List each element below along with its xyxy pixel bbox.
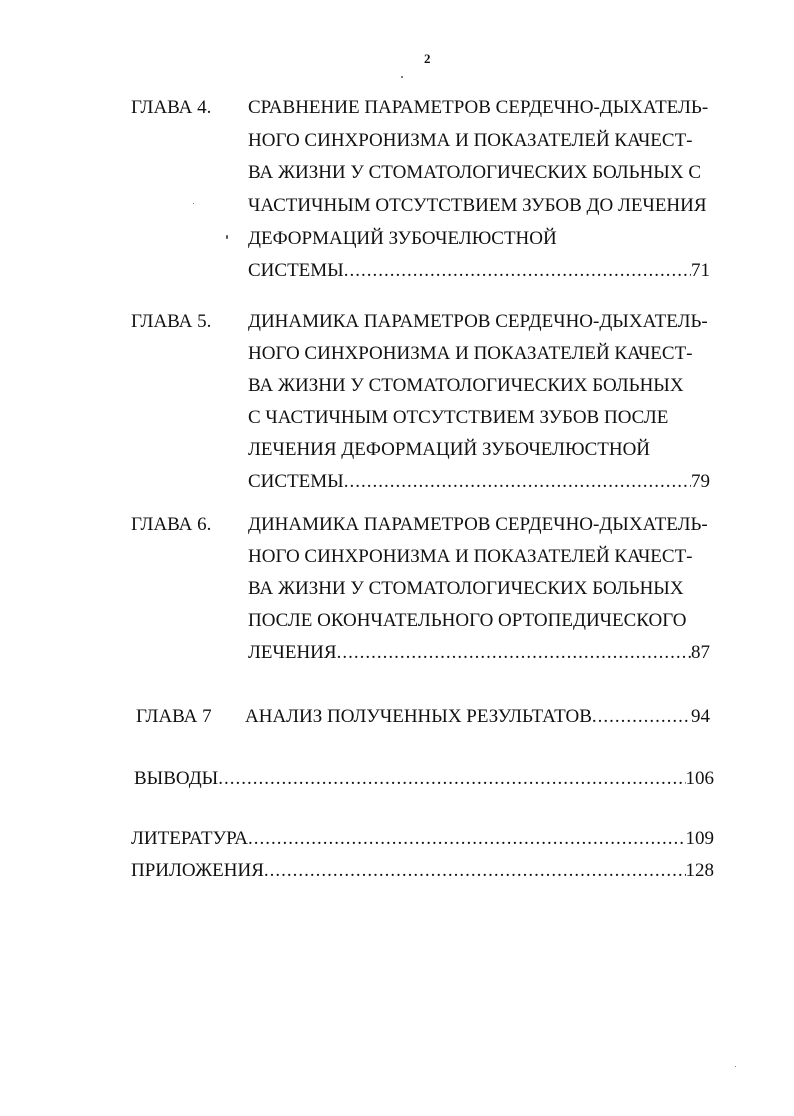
section-title: ЛИТЕРАТУРА bbox=[131, 828, 248, 849]
chapter-title-line: ЛЕЧЕНИЯ ДЕФОРМАЦИЙ ЗУБОЧЕЛЮСТНОЙ bbox=[248, 439, 651, 460]
page-ref: 128 bbox=[685, 860, 714, 881]
scan-speck bbox=[226, 235, 228, 239]
page-ref: 109 bbox=[685, 828, 714, 849]
page-ref: 94 bbox=[691, 706, 710, 727]
chapter-title-line: НОГО СИНХРОНИЗМА И ПОКАЗАТЕЛЕЙ КАЧЕСТ- bbox=[248, 130, 693, 151]
page-ref: 87 bbox=[691, 642, 710, 663]
chapter-title-line: НОГО СИНХРОНИЗМА И ПОКАЗАТЕЛЕЙ КАЧЕСТ- bbox=[248, 546, 693, 567]
section-title: ВЫВОДЫ bbox=[134, 768, 219, 789]
dot-leader bbox=[344, 260, 691, 282]
section-title: ПРИЛОЖЕНИЯ bbox=[131, 860, 264, 881]
chapter-title: АНАЛИЗ ПОЛУЧЕННЫХ РЕЗУЛЬТАТОВ bbox=[245, 706, 592, 727]
chapter-label: ГЛАВА 6. bbox=[131, 514, 212, 535]
page-ref: 79 bbox=[691, 471, 710, 492]
page-ref: 106 bbox=[685, 768, 714, 789]
toc-entry-leader bbox=[248, 471, 710, 493]
toc-entry-leader bbox=[245, 706, 710, 728]
toc-entry-leader bbox=[248, 642, 710, 664]
chapter-title-line: ДЕФОРМАЦИЙ ЗУБОЧЕЛЮСТНОЙ bbox=[248, 228, 557, 249]
chapter-title-line: ВА ЖИЗНИ У СТОМАТОЛОГИЧЕСКИХ БОЛЬНЫХ bbox=[248, 578, 684, 599]
chapter-title-line: ВА ЖИЗНИ У СТОМАТОЛОГИЧЕСКИХ БОЛЬНЫХ bbox=[248, 375, 684, 396]
toc-entry-leader bbox=[248, 260, 710, 282]
chapter-label: ГЛАВА 5. bbox=[131, 311, 212, 332]
chapter-title-line: НОГО СИНХРОНИЗМА И ПОКАЗАТЕЛЕЙ КАЧЕСТ- bbox=[248, 343, 693, 364]
dot-leader bbox=[337, 642, 691, 664]
chapter-title-line: ЧАСТИЧНЫМ ОТСУТСТВИЕМ ЗУБОВ ДО ЛЕЧЕНИЯ bbox=[248, 195, 707, 216]
chapter-title-last: ЛЕЧЕНИЯ bbox=[248, 642, 337, 663]
chapter-title-line: ДИНАМИКА ПАРАМЕТРОВ СЕРДЕЧНО-ДЫХАТЕЛЬ- bbox=[248, 514, 708, 535]
dot-leader bbox=[344, 471, 691, 493]
scan-speck bbox=[735, 1066, 736, 1067]
chapter-title-line: С ЧАСТИЧНЫМ ОТСУТСТВИЕМ ЗУБОВ ПОСЛЕ bbox=[248, 407, 669, 428]
page-number: 2 bbox=[424, 51, 431, 66]
chapter-title-line: СРАВНЕНИЕ ПАРАМЕТРОВ СЕРДЕЧНО-ДЫХАТЕЛЬ- bbox=[248, 97, 709, 118]
chapter-title-line: ПОСЛЕ ОКОНЧАТЕЛЬНОГО ОРТОПЕДИЧЕСКОГО bbox=[248, 610, 687, 631]
chapter-title-last: СИСТЕМЫ bbox=[248, 471, 344, 492]
scan-speck bbox=[193, 203, 194, 204]
chapter-title-line: ВА ЖИЗНИ У СТОМАТОЛОГИЧЕСКИХ БОЛЬНЫХ С bbox=[248, 162, 702, 183]
chapter-title-line: ДИНАМИКА ПАРАМЕТРОВ СЕРДЕЧНО-ДЫХАТЕЛЬ- bbox=[248, 311, 708, 332]
chapter-label: ГЛАВА 4. bbox=[131, 97, 212, 118]
toc-literature bbox=[131, 828, 714, 850]
toc-conclusions bbox=[134, 768, 714, 790]
toc-appendices bbox=[131, 860, 714, 882]
dot-leader bbox=[218, 768, 685, 790]
page-ref: 71 bbox=[691, 260, 710, 281]
chapter-label: ГЛАВА 7 bbox=[136, 706, 212, 727]
dot-leader bbox=[264, 860, 686, 882]
dot-leader bbox=[592, 706, 691, 728]
scan-speck bbox=[401, 76, 403, 78]
chapter-title-last: СИСТЕМЫ bbox=[248, 260, 344, 281]
dot-leader bbox=[248, 828, 686, 850]
